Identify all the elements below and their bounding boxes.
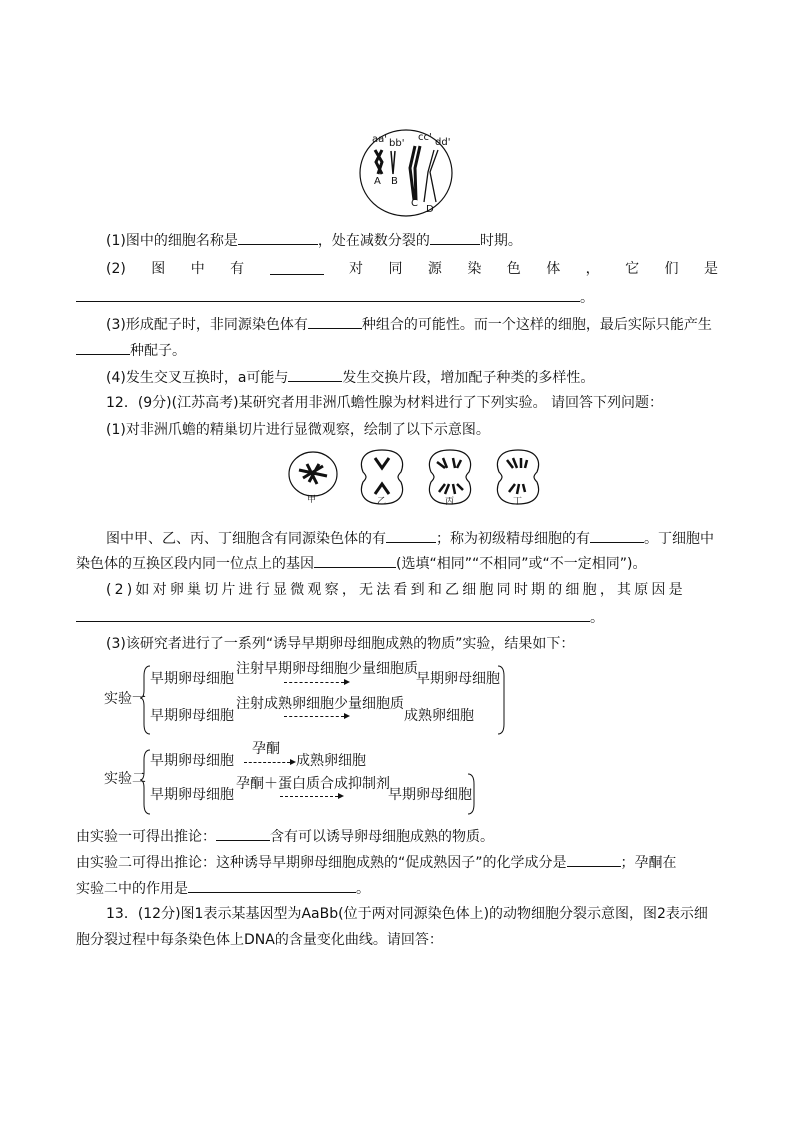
answer-blank[interactable]: [76, 287, 580, 302]
exp1-row2-from: 早期卵母细胞: [150, 708, 234, 724]
cell-yi: [357, 448, 407, 508]
label-dd: dd': [435, 137, 451, 148]
q1-line: (1)图中的细胞名称是 ，处在减数分裂的 时期。: [106, 230, 522, 250]
q2-line: (2) 图 中 有 对 同 源 染 色 体 ， 它 们 是: [106, 261, 718, 277]
answer-blank[interactable]: [386, 528, 436, 543]
cell-label: 乙: [377, 497, 387, 507]
q12-p1: (1)对非洲爪蟾的精巢切片进行显微观察，绘制了以下示意图。: [106, 422, 490, 438]
exp1-row1-via: 注射早期卵母细胞少量细胞质: [236, 661, 418, 677]
answer-blank[interactable]: [76, 607, 590, 622]
answer-blank[interactable]: [270, 260, 324, 275]
exp2-row2-from: 早期卵母细胞: [150, 787, 234, 803]
arrow-line: [280, 796, 338, 797]
q4-line: (4)发生交叉互换时，a可能与 发生交换片段，增加配子种类的多样性。: [106, 367, 594, 387]
q12-p4: (3)该研究者进行了一系列“诱导早期卵母细胞成熟的物质”实验，结果如下：: [106, 636, 575, 652]
arrow-line: [284, 682, 344, 683]
exp2-row1-to: 成熟卵细胞: [296, 753, 366, 769]
cell-label: 甲: [307, 495, 317, 505]
arrow-head: [344, 679, 350, 685]
cell-ding: [493, 448, 543, 508]
answer-blank[interactable]: [288, 367, 342, 382]
exp2-row1-via: 孕酮: [252, 741, 280, 757]
q12-heading: 12．(9分)(江苏高考)某研究者用非洲爪蟾性腺为材料进行了下列实验。 请回答下列问题：: [106, 395, 664, 411]
label-D: D: [426, 204, 434, 215]
arrow-line: [284, 716, 344, 717]
answer-blank[interactable]: [188, 878, 356, 893]
q12-p3-answer: 。: [76, 607, 604, 627]
label-A: A: [374, 176, 381, 187]
experiment-2: [100, 740, 510, 820]
cell-jia: [287, 450, 339, 506]
cell-bing: [425, 448, 475, 508]
q13-line2: 胞分裂过程中每条染色体上DNA的含量变化曲线。请回答：: [76, 932, 443, 948]
conclusion-3: 实验二中的作用是 。: [76, 878, 370, 898]
conclusion-1: 由实验一可得出推论： 含有可以诱导卵母细胞成熟的物质。: [76, 826, 494, 846]
arrow-line: [244, 762, 290, 763]
exp-label: 实验一: [104, 691, 146, 707]
exp1-row2-to: 成熟卵细胞: [404, 708, 474, 724]
answer-blank[interactable]: [238, 230, 318, 245]
exp2-row2-to: 早期卵母细胞: [388, 787, 472, 803]
q3-line2: 种配子。: [76, 340, 186, 360]
q12-p2a: 图中甲、乙、丙、丁细胞含有同源染色体的有 ；称为初级精母细胞的有 。丁细胞中: [106, 528, 714, 548]
arrow-head: [344, 713, 350, 719]
exp1-row1-from: 早期卵母细胞: [150, 671, 234, 687]
label-cc: cc': [418, 132, 432, 143]
answer-blank[interactable]: [314, 553, 396, 568]
answer-blank[interactable]: [567, 852, 621, 867]
answer-blank[interactable]: [216, 826, 270, 841]
exp1-row2-via: 注射成熟卵细胞少量细胞质: [236, 696, 404, 712]
answer-blank[interactable]: [430, 230, 480, 245]
cell-label: 丁: [513, 497, 523, 507]
label-C: C: [411, 198, 418, 209]
label-B: B: [391, 176, 398, 187]
q13-line1: 13．(12分)图1表示某基因型为AaBb(位于两对同源染色体上)的动物细胞分裂示意图，图2表示细: [106, 906, 708, 922]
q12-p3: (2)如对卵巢切片进行显微观察，无法看到和乙细胞同时期的细胞，其原因是: [106, 582, 686, 598]
experiment-1: [100, 660, 510, 740]
cell-label: 丙: [445, 497, 455, 507]
answer-blank[interactable]: [308, 314, 362, 329]
label-bb: bb': [389, 138, 405, 149]
label-aa: aa': [372, 134, 388, 145]
exp2-row2-via: 孕酮＋蛋白质合成抑制剂: [236, 776, 390, 792]
cell-diagram: [358, 128, 454, 220]
answer-blank[interactable]: [76, 340, 130, 355]
exp-label: 实验二: [104, 771, 146, 787]
exp1-row1-to: 早期卵母细胞: [416, 671, 500, 687]
arrow-head: [338, 793, 344, 799]
q12-p2b: 染色体的互换区段内同一位点上的基因 (选填“相同”“不相同”或“不一定相同”)。: [76, 553, 646, 573]
q3-line: (3)形成配子时，非同源染色体有 种组合的可能性。而一个这样的细胞，最后实际只能产生: [106, 314, 712, 334]
exp2-row1-from: 早期卵母细胞: [150, 753, 234, 769]
answer-blank[interactable]: [590, 528, 644, 543]
conclusion-2: 由实验二可得出推论：这种诱导早期卵母细胞成熟的“促成熟因子”的化学成分是 ；孕酮在: [76, 852, 677, 872]
q2-answer-line: 。: [76, 287, 594, 307]
